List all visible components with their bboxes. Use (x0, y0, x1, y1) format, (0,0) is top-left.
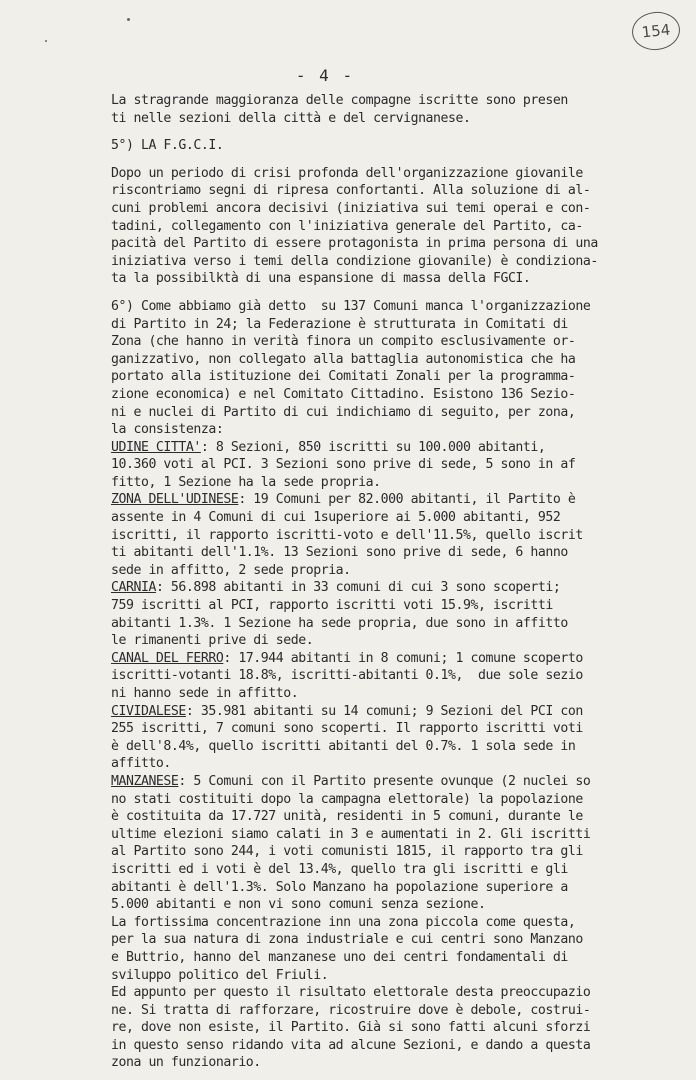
text-line: iscritti, il rapporto iscritti-voto e dell'11.5%, quello iscrit (111, 527, 583, 543)
text-line: zona un funzionario. (111, 1055, 261, 1071)
text-line: Dopo un periodo di crisi profonda dell'organizzazione giovanile (111, 165, 583, 181)
paragraph-p3 (111, 165, 681, 288)
text-line: 759 iscritti al PCI, rapporto iscritti voti 15.9%, iscritti (111, 598, 553, 614)
text-line: le rimanenti prive di sede. (111, 633, 314, 649)
text-line: zione economica) e nel Comitato Cittadino. Esistono 136 Sezio- (111, 386, 576, 402)
text-line: ni hanno sede in affitto. (111, 686, 299, 701)
text-line: fitto, 1 Sezione ha la sede propria. (111, 474, 381, 490)
text-line: assente in 4 Comuni di cui 1superiore ai 5.000 abitanti, 952 (111, 510, 561, 526)
text-line: ta la possibilktà di una espansione di massa della FGCI. (111, 271, 531, 287)
text-line: pacità del Partito di essere protagonista in prima persona di una (111, 236, 598, 252)
text-line: abitanti 1.3%. 1 Sezione ha sede propria, due sono in affitto (111, 615, 568, 631)
paragraph-gap (111, 155, 681, 165)
text-line: Zona (che hanno in verità finora un compito esclusivamente or- (111, 334, 576, 350)
text-line: sede in affitto, 2 sede propria. (111, 562, 351, 578)
text-line: ganizzativo, non collegato alla battaglia autonomistica che ha (111, 351, 576, 367)
paragraph-p2 (111, 137, 681, 155)
text-line: è dell'8.4%, quello iscritti abitanti del 0.7%. 1 sola sede in (111, 738, 576, 754)
text-line: iscritti-votanti 18.8%, iscritti-abitanti 0.1%, due sole sezio (111, 668, 583, 684)
text-line: 255 iscritti, 7 comuni sono scoperti. Il rapporto iscritti voti (111, 721, 583, 737)
text-line: 10.360 voti al PCI. 3 Sezioni sono prive di sede, 5 sono in af (111, 457, 576, 473)
text-line: UDINE CITTA': 8 Sezioni, 850 iscritti su 100.000 abitanti, (111, 439, 546, 455)
text-line: la consistenza: (111, 422, 224, 438)
text-line: ti nelle sezioni della città e del cervignanese. (111, 110, 471, 126)
text-line: La stragrande maggioranza delle compagne iscritte sono presen (111, 93, 568, 108)
text-line: al Partito sono 244, i voti comunisti 1815, il rapporto tra gli (111, 844, 583, 860)
text-line: tadini, collegamento con l'iniziativa generale del Partito, ca- (111, 218, 583, 234)
text-line: portato alla istituzione dei Comitati Zonali per la programma- (111, 369, 576, 385)
text-line: cuni problemi ancora decisivi (iniziativa sui temi operai e con- (111, 200, 591, 216)
text-line: affitto. (111, 756, 171, 772)
text-line: è costituita da 17.727 unità, residenti in 5 comuni, durante le (111, 809, 583, 825)
text-line: per la sua natura di zona industriale e cui centri sono Manzano (111, 932, 583, 948)
text-line: iniziativa verso i temi della condizione giovanile) è condiziona- (111, 253, 598, 269)
text-line: 5.000 abitanti e non vi sono comuni senza sezione. (111, 897, 486, 913)
paragraph-p4 (111, 298, 681, 1072)
document-body (111, 92, 681, 1072)
paper-speck (45, 40, 47, 42)
paragraph-p1 (111, 92, 681, 127)
text-line: MANZANESE: 5 Comuni con il Partito presente ovunque (2 nuclei so (111, 773, 591, 789)
page-number: - 4 - (295, 66, 355, 85)
text-line: ti abitanti dell'1.1%. 13 Sezioni sono prive di sede, 6 hanno (111, 545, 568, 561)
text-line: e Buttrio, hanno del manzanese uno dei centri fondamentali di (111, 949, 568, 965)
text-line: ZONA DELL'UDINESE: 19 Comuni per 82.000 abitanti, il Partito è (111, 492, 576, 508)
text-line: ultime elezioni siamo calati in 3 e aumentati in 2. Gli iscritti (111, 826, 591, 842)
text-line: riscontriamo segni di ripresa confortanti. Alla soluzione di al- (111, 183, 591, 199)
paper-speck (127, 18, 130, 21)
text-line: sviluppo politico del Friuli. (111, 967, 329, 983)
text-line: re, dove non esiste, il Partito. Già si sono fatti alcuni sforzi (111, 1020, 591, 1036)
paragraph-gap (111, 288, 681, 298)
text-line: abitanti è dell'1.3%. Solo Manzano ha popolazione superiore a (111, 879, 568, 895)
text-line: ne. Si tratta di rafforzare, ricostruire dove è debole, costrui- (111, 1002, 591, 1018)
text-line: CARNIA: 56.898 abitanti in 33 comuni di cui 3 sono scoperti; (111, 580, 561, 596)
text-line: no stati costituiti dopo la campagna elettorale) la popolazione (111, 791, 583, 807)
folio-number: 154 (640, 20, 672, 42)
text-line: di Partito in 24; la Federazione è strutturata in Comitati di (111, 316, 568, 332)
paragraph-gap (111, 127, 681, 137)
text-line: La fortissima concentrazione inn una zona piccola come questa, (111, 914, 576, 930)
text-line: Ed appunto per questo il risultato elettorale desta preoccupazio (111, 985, 591, 1001)
text-line: in questo senso ridando vita ad alcune Sezioni, e dando a questa (111, 1037, 591, 1053)
folio-stamp (630, 10, 682, 53)
text-line: CANAL DEL FERRO: 17.944 abitanti in 8 comuni; 1 comune scoperto (111, 650, 583, 666)
text-line: CIVIDALESE: 35.981 abitanti su 14 comuni; 9 Sezioni del PCI con (111, 703, 583, 719)
text-line: ni e nuclei di Partito di cui indichiamo di seguito, per zona, (111, 404, 576, 420)
text-line: 6°) Come abbiamo già detto su 137 Comuni manca l'organizzazione (111, 298, 591, 314)
text-line: 5°) LA F.G.C.I. (111, 138, 224, 154)
text-line: iscritti ed i voti è del 13.4%, quello tra gli iscritti e gli (111, 861, 568, 877)
